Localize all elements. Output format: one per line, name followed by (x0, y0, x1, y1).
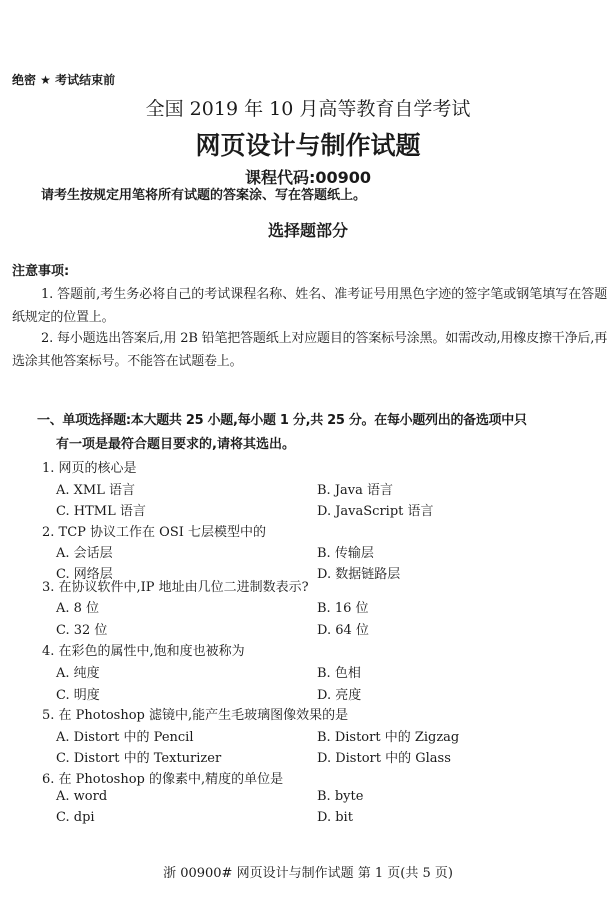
option-a: A. 8 位 (56, 601, 100, 616)
exam-title: 全国 2019 年 10 月高等教育自学考试 (145, 98, 471, 120)
option-c: C. 网络层 (56, 567, 113, 582)
option-c: C. HTML 语言 (56, 504, 146, 519)
option-b: B. byte (317, 789, 364, 804)
option-b: B. Distort 中的 Zigzag (317, 730, 460, 745)
question-stem: 3. 在协议软件中,IP 地址由几位二进制数表示? (42, 580, 309, 595)
option-a: A. XML 语言 (56, 483, 135, 498)
part-heading-cont: 有一项是最符合题目要求的,请将其选出。 (56, 437, 295, 452)
option-c: C. Distort 中的 Texturizer (56, 751, 222, 766)
note-item: 1. 答题前,考生务必将自己的考试课程名称、姓名、准考证号用黑色字迹的签字笔或钢笔填写在答题纸规定的位置上。 (12, 287, 607, 325)
subject-title: 网页设计与制作试题 (195, 131, 421, 160)
option-d: D. JavaScript 语言 (317, 504, 434, 519)
question-stem: 1. 网页的核心是 (42, 461, 137, 476)
option-b: B. 16 位 (317, 601, 369, 616)
section-title: 选择题部分 (267, 221, 348, 240)
option-d: D. 亮度 (317, 688, 362, 703)
option-b: B. Java 语言 (317, 483, 394, 498)
question-stem: 4. 在彩色的属性中,饱和度也被称为 (42, 644, 245, 659)
option-a: A. Distort 中的 Pencil (56, 730, 194, 745)
question-stem: 5. 在 Photoshop 滤镜中,能产生毛玻璃图像效果的是 (42, 708, 349, 723)
notes-heading: 注意事项: (12, 264, 70, 279)
answer-instruction: 请考生按规定用笔将所有试题的答案涂、写在答题纸上。 (41, 188, 367, 203)
question-stem: 6. 在 Photoshop 的像素中,精度的单位是 (42, 772, 284, 787)
option-b: B. 色相 (317, 666, 361, 681)
option-d: D. 64 位 (317, 623, 369, 638)
option-a: A. 会话层 (56, 546, 113, 561)
page-footer: 浙 00900# 网页设计与制作试题 第 1 页(共 5 页) (163, 866, 453, 881)
option-a: A. 纯度 (56, 666, 100, 681)
option-b: B. 传输层 (317, 546, 374, 561)
confidential-label: 绝密 ★ 考试结束前 (12, 73, 116, 87)
option-d: D. bit (317, 810, 353, 825)
option-a: A. word (56, 789, 108, 804)
option-d: D. 数据链路层 (317, 567, 401, 582)
course-code: 课程代码:00900 (244, 168, 372, 187)
question-stem: 2. TCP 协议工作在 OSI 七层模型中的 (42, 525, 266, 540)
part-heading: 一、单项选择题:本大题共 25 小题,每小题 1 分,共 25 分。在每小题列出的备选项中只 (37, 413, 527, 428)
option-c: C. 明度 (56, 688, 100, 703)
option-c: C. 32 位 (56, 623, 108, 638)
note-item: 2. 每小题选出答案后,用 2B 铅笔把答题纸上对应题目的答案标号涂黑。如需改动,用橡皮擦干净后,再选涂其他答案标号。不能答在试题卷上。 (12, 331, 607, 369)
option-d: D. Distort 中的 Glass (317, 751, 451, 766)
option-c: C. dpi (56, 810, 95, 825)
